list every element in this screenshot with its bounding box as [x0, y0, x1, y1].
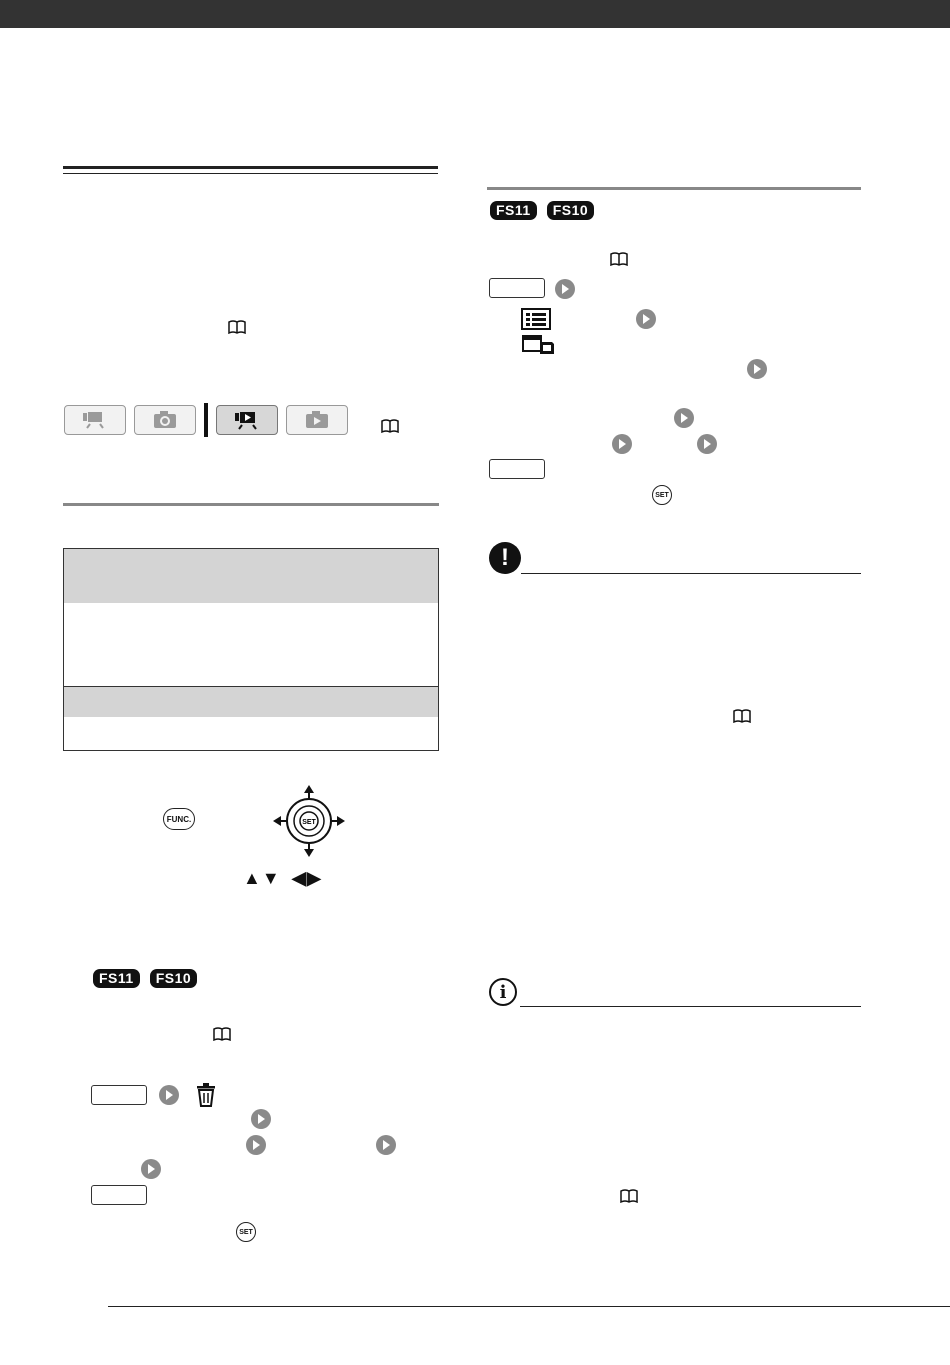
top-bar [0, 0, 950, 28]
footer-rule [108, 1306, 950, 1307]
info-icon: i [489, 978, 517, 1006]
camera-icon [134, 405, 196, 435]
model-badge-fs10: FS10 [547, 201, 594, 220]
section-title-rule [63, 166, 438, 176]
book-icon [733, 709, 751, 723]
menu-list-icon [521, 308, 551, 330]
caution-icon: ! [489, 542, 521, 574]
caution-rule [521, 573, 861, 574]
section-rule [487, 187, 861, 190]
func-key [91, 1085, 147, 1105]
options-table [63, 548, 439, 751]
func-button: FUNC. [163, 808, 195, 830]
set-button-icon: SET [652, 485, 672, 505]
step-arrow-icon [555, 279, 575, 299]
model-badge-fs10: FS10 [150, 969, 197, 988]
table-header-row [64, 549, 438, 604]
info-rule [520, 1006, 861, 1007]
left-right-arrows: ◀▶ [292, 868, 322, 888]
table-row [64, 603, 438, 686]
func-key [91, 1185, 147, 1205]
step-arrow-icon [376, 1135, 396, 1155]
table-header-row [64, 686, 438, 718]
step-arrow-icon [612, 434, 632, 454]
step-arrow-icon [674, 408, 694, 428]
memory-card-icon [521, 333, 555, 355]
mode-selector [64, 403, 348, 437]
photo-playback-icon [286, 405, 348, 435]
up-down-arrows: ▲▼ [243, 868, 281, 888]
book-icon [620, 1189, 638, 1203]
trash-icon [195, 1083, 217, 1107]
model-badges [93, 969, 197, 988]
joystick-icon [272, 784, 346, 858]
step-arrow-icon [697, 434, 717, 454]
set-button-icon: SET [236, 1222, 256, 1242]
book-icon [228, 320, 246, 334]
func-key [489, 278, 545, 298]
step-arrow-icon [246, 1135, 266, 1155]
mode-divider [204, 403, 208, 437]
func-key [489, 459, 545, 479]
step-arrow-icon [251, 1109, 271, 1129]
book-icon [381, 419, 399, 433]
step-arrow-icon [747, 359, 767, 379]
model-badge-fs11: FS11 [93, 969, 140, 988]
book-icon [610, 252, 628, 266]
step-arrow-icon [159, 1085, 179, 1105]
svg-text:SET: SET [302, 819, 316, 826]
book-icon [213, 1027, 231, 1041]
movie-playback-icon [216, 405, 278, 435]
step-arrow-icon [636, 309, 656, 329]
table-row [64, 717, 438, 750]
step-arrow-icon [141, 1159, 161, 1179]
section-rule [63, 503, 439, 506]
model-badge-fs11: FS11 [490, 201, 537, 220]
model-badges [490, 201, 594, 220]
movie-mode-icon [64, 405, 126, 435]
